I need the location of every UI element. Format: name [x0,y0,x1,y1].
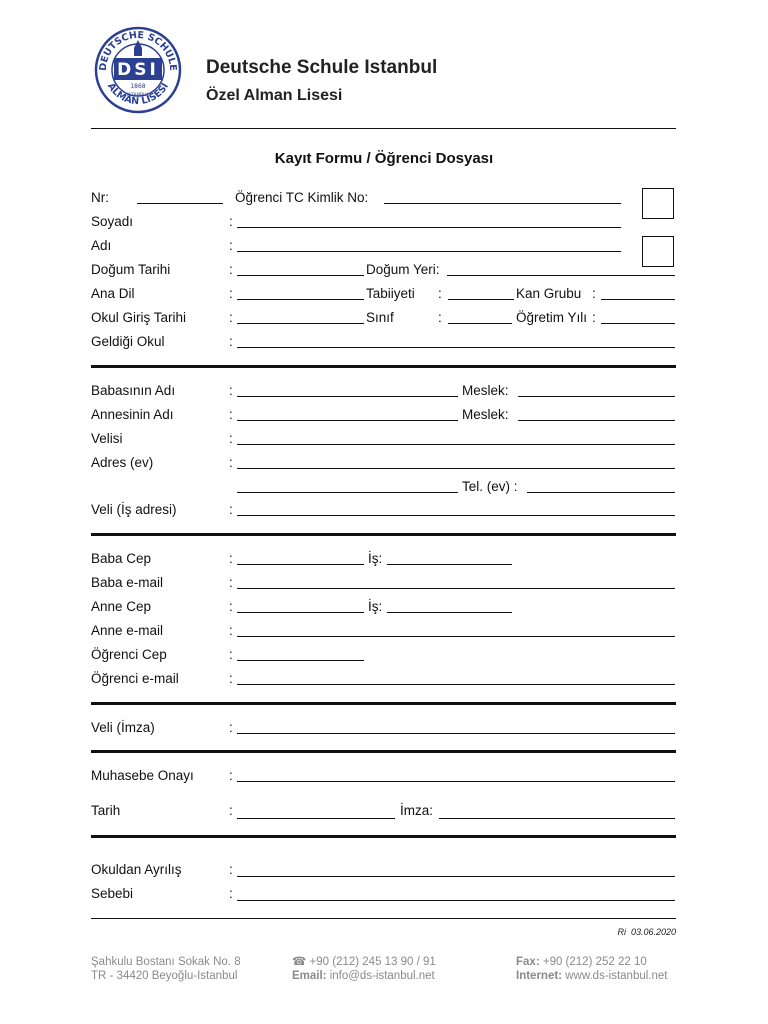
label-ogrenci-cep: Öğrenci Cep [91,647,167,662]
label-tc: Öğrenci TC Kimlik No: [235,190,369,205]
field-geldigi-okul[interactable] [237,347,675,348]
footer-phone-number: +90 (212) 245 13 90 / 91 [309,956,436,968]
colon: : [229,647,233,662]
field-ayrilis[interactable] [237,876,675,877]
colon: : [229,720,233,735]
colon: : [229,286,233,301]
label-kan-grubu: Kan Grubu [516,286,582,301]
label-baba-adi: Babasının Adı [91,383,176,398]
colon: : [229,262,233,277]
form-title: Kayıt Formu / Öğrenci Dosyası [274,150,494,167]
header-rule [91,128,676,129]
colon: : [229,768,233,783]
colon: : [229,599,233,614]
label-ogrenci-email: Öğrenci e-mail [91,671,179,686]
footer-email-label: Email: [292,970,327,982]
colon: : [229,502,233,517]
field-okul-giris[interactable] [237,323,364,324]
field-baba-cep[interactable] [237,564,364,565]
field-ana-dil[interactable] [237,299,364,300]
section-divider [91,835,676,838]
footer-internet [516,969,667,983]
phone-icon: ☎ [292,956,307,968]
colon: : [229,334,233,349]
section-divider [91,750,676,753]
field-sebebi[interactable] [237,900,675,901]
label-geldigi-okul: Geldiği Okul [91,334,165,349]
label-anne-adi: Annesinin Adı [91,407,174,422]
colon: : [229,551,233,566]
label-imza: İmza: [400,803,434,818]
label-dogum-tarihi: Doğum Tarihi [91,262,171,277]
colon: : [229,623,233,638]
label-baba-email: Baba e-mail [91,575,164,590]
field-tarih[interactable] [237,818,395,819]
footer-fax-value: +90 (212) 252 22 10 [542,956,647,968]
field-tc[interactable] [384,203,621,204]
footer-address-1: Şahkulu Bostanı Sokak No. 8 [91,956,241,968]
colon: : [438,286,442,301]
label-soyadi: Soyadı [91,214,134,229]
bottom-rule [91,918,676,919]
logo-initials: DSI [117,60,159,80]
colon: : [229,803,233,818]
label-anne-email: Anne e-mail [91,623,164,638]
footer-address-2: TR - 34420 Beyoğlu-Istanbul [91,970,238,982]
field-anne-adi[interactable] [237,420,458,421]
school-logo [94,26,182,114]
field-anne-is[interactable] [387,612,512,613]
label-muhasebe: Muhasebe Onayı [91,768,194,783]
field-baba-meslek[interactable] [518,396,675,397]
colon: : [229,310,233,325]
field-nr[interactable] [137,203,223,204]
colon: : [229,238,233,253]
label-veli-is: Veli (İş adresi) [91,502,177,517]
field-baba-is[interactable] [387,564,512,565]
colon: : [229,575,233,590]
colon: : [229,431,233,446]
label-velisi: Velisi [91,431,123,446]
label-ayrilis: Okuldan Ayrılış [91,862,182,877]
field-sinif[interactable] [448,323,512,324]
label-ana-dil: Ana Dil [91,286,135,301]
field-tel-ev[interactable] [527,492,675,493]
section-divider [91,702,676,705]
field-baba-email[interactable] [237,588,675,589]
field-ogrenci-email[interactable] [237,684,675,685]
field-dogum-tarihi[interactable] [237,275,364,276]
logo-city: ISTANBUL [127,93,149,98]
label-tel-ev: Tel. (ev) : [462,479,518,494]
colon: : [229,455,233,470]
label-dogum-yeri: Doğum Yeri: [366,262,440,277]
checkbox-2[interactable] [642,236,674,267]
school-name: Deutsche Schule Istanbul [206,57,438,78]
field-dogum-yeri[interactable] [447,275,675,276]
colon: : [229,407,233,422]
footer-fax [516,955,647,969]
logo-year: 1868 [130,83,146,90]
footer-fax-label: Fax: [516,956,540,968]
field-muhasebe[interactable] [237,781,675,782]
footer-email-value[interactable]: info@ds-istanbul.net [329,970,435,982]
checkbox-1[interactable] [642,188,674,219]
label-nr: Nr: [91,190,109,205]
label-baba-is: İş: [368,551,383,566]
label-baba-meslek: Meslek: [462,383,509,398]
colon: : [229,671,233,686]
field-anne-cep[interactable] [237,612,364,613]
field-adres-2[interactable] [237,492,458,493]
label-sebebi: Sebebi [91,886,134,901]
colon: : [229,383,233,398]
field-soyadi[interactable] [237,227,621,228]
label-baba-cep: Baba Cep [91,551,152,566]
label-okul-giris: Okul Giriş Tarihi [91,310,187,325]
footer-internet-label: Internet: [516,970,562,982]
field-veli-imza[interactable] [237,733,675,734]
field-adres[interactable] [237,468,675,469]
label-adres: Adres (ev) [91,455,154,470]
footer-internet-value[interactable]: www.ds-istanbul.net [565,970,668,982]
field-anne-meslek[interactable] [518,420,675,421]
logo-ring-bottom: ALMAN LISESI [104,81,171,108]
field-veli-is[interactable] [237,515,675,516]
field-baba-adi[interactable] [237,396,458,397]
colon: : [438,310,442,325]
field-velisi[interactable] [237,444,675,445]
colon: : [229,862,233,877]
colon: : [229,214,233,229]
colon: : [229,886,233,901]
colon: : [592,310,596,325]
footer-email [292,969,435,983]
label-adi: Adı [91,238,112,253]
school-subtitle: Özel Alman Lisesi [206,87,343,104]
label-sinif: Sınıf [366,310,394,325]
field-imza[interactable] [439,818,675,819]
label-anne-meslek: Meslek: [462,407,509,422]
label-tabiiyeti: Tabiiyeti [366,286,415,301]
field-ogretim-yili[interactable] [601,323,675,324]
label-tarih: Tarih [91,803,121,818]
label-anne-cep: Anne Cep [91,599,152,614]
revision-note: Ri 03.06.2020 [617,927,676,937]
footer-phone [292,955,436,969]
field-ogrenci-cep[interactable] [237,660,364,661]
field-anne-email[interactable] [237,636,675,637]
label-ogretim-yili: Öğretim Yılı [516,310,588,325]
colon: : [592,286,596,301]
label-veli-imza: Veli (İmza) [91,720,155,735]
field-adi[interactable] [237,251,621,252]
section-divider [91,365,676,368]
field-kan-grubu[interactable] [601,299,675,300]
field-tabiiyeti[interactable] [448,299,514,300]
section-divider [91,533,676,536]
label-anne-is: İş: [368,599,383,614]
logo-ring-top: DEUTSCHE SCHULE [97,29,179,72]
